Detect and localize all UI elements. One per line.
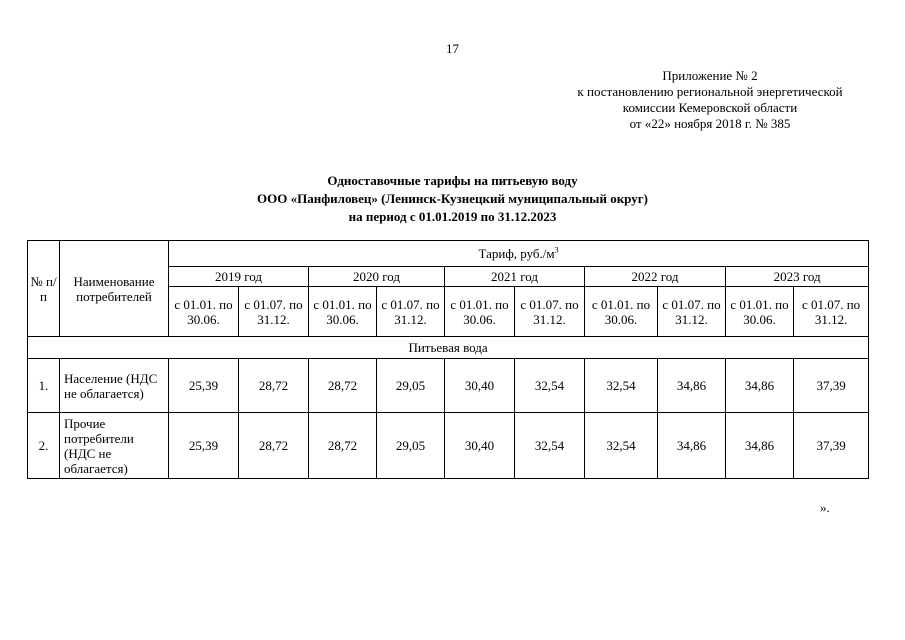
tariff-value: 28,72 [309,359,377,413]
tariff-table [27,240,869,479]
header-year: 2023 год [726,267,869,287]
tariff-value: 34,86 [658,413,726,479]
header-tariff-unit-sup: 3 [554,245,559,255]
tariff-value: 34,86 [658,359,726,413]
section-row [28,337,869,359]
header-period: с 01.07. по 31.12. [515,287,585,337]
tariff-value: 28,72 [239,413,309,479]
tariff-value: 34,86 [726,413,794,479]
header-period: с 01.01. по 30.06. [726,287,794,337]
appendix-line-3: комиссии Кемеровской области [622,100,798,115]
appendix-line-4: от «22» ноября 2018 г. № 385 [629,116,791,131]
tariff-value: 34,86 [726,359,794,413]
table-row [28,359,869,413]
tariff-value: 32,54 [515,359,585,413]
header-year: 2020 год [309,267,445,287]
closing-quote: ». [820,500,830,515]
header-consumer-name: Наименование потребителей [60,241,169,337]
row-number: 2. [28,413,60,479]
header-period: с 01.07. по 31.12. [239,287,309,337]
section-title: Питьевая вода [28,337,869,359]
page-number: 17 [446,41,459,56]
header-tariff-label: Тариф, руб./м [478,246,555,261]
document-title [0,172,905,226]
header-period: с 01.07. по 31.12. [794,287,869,337]
appendix-block [520,68,900,132]
header-period: с 01.07. по 31.12. [658,287,726,337]
tariff-value: 32,54 [585,413,658,479]
header-period: с 01.01. по 30.06. [309,287,377,337]
tariff-value: 28,72 [309,413,377,479]
header-period: с 01.01. по 30.06. [169,287,239,337]
header-year: 2021 год [445,267,585,287]
appendix-line-2: к постановлению региональной энергетической [577,84,843,99]
tariff-value: 30,40 [445,359,515,413]
header-year: 2019 год [169,267,309,287]
title-line-2: ООО «Панфиловец» (Ленинск-Кузнецкий муниципальный округ) [257,191,648,206]
tariff-value: 30,40 [445,413,515,479]
tariff-value: 25,39 [169,413,239,479]
header-period: с 01.07. по 31.12. [377,287,445,337]
tariff-value: 37,39 [794,413,869,479]
header-row-tariff [28,241,869,267]
row-consumer-name: Население (НДС не облагается) [60,359,169,413]
tariff-value: 28,72 [239,359,309,413]
appendix-line-1: Приложение № 2 [662,68,758,83]
tariff-value: 32,54 [515,413,585,479]
title-line-1: Одноставочные тарифы на питьевую воду [327,173,578,188]
tariff-value: 37,39 [794,359,869,413]
tariff-value: 29,05 [377,413,445,479]
header-no: № п/п [28,241,60,337]
header-period: с 01.01. по 30.06. [445,287,515,337]
tariff-value: 32,54 [585,359,658,413]
table-row [28,413,869,479]
row-number: 1. [28,359,60,413]
tariff-value: 25,39 [169,359,239,413]
tariff-value: 29,05 [377,359,445,413]
header-tariff [169,241,869,267]
header-period: с 01.01. по 30.06. [585,287,658,337]
title-line-3: на период с 01.01.2019 по 31.12.2023 [348,209,557,224]
header-year: 2022 год [585,267,726,287]
row-consumer-name: Прочие потребители (НДС не облагается) [60,413,169,479]
